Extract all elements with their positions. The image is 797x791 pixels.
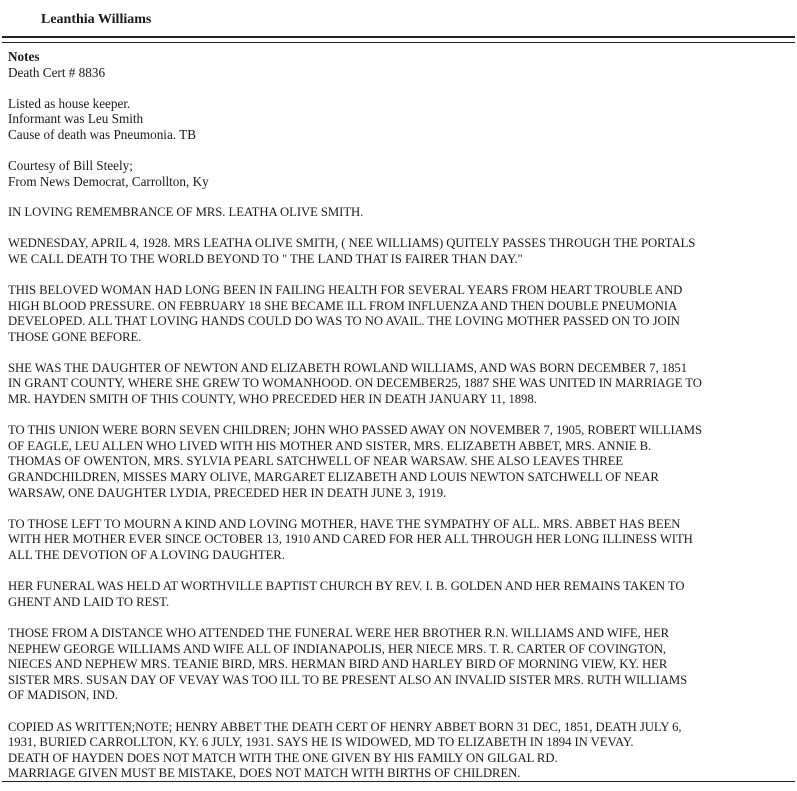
obituary-line: TO THOSE LEFT TO MOURN A KIND AND LOVING MOTHER, HAVE THE SYMPATHY OF ALL. MRS. ABBET HAS BEEN (8, 516, 681, 531)
note-line: Courtesy of Bill Steely; (8, 158, 133, 174)
obituary-line: SISTER MRS. SUSAN DAY OF VEVAY WAS TOO ILL TO BE PRESENT ALSO AN INVALID SISTER MRS. RUTH WILLIAMS (8, 672, 688, 687)
obituary-line: ALL THE DEVOTION OF A LOVING DAUGHTER. (8, 548, 285, 562)
obituary-line: 1931, BURIED CARROLLTON, KY. 6 JULY, 1931. SAYS HE IS WIDOWED, MD TO ELIZABETH IN 1894 IN VEVAY. (8, 735, 634, 750)
obituary-line: MARRIAGE GIVEN MUST BE MISTAKE, DOES NOT MATCH WITH BIRTHS OF CHILDREN. (8, 766, 521, 781)
obituary-line: MR. HAYDEN SMITH OF THIS COUNTY, WHO PRECEDED HER IN DEATH JANUARY 11, 1898. (8, 392, 537, 407)
obituary-line: THOSE GONE BEFORE. (8, 329, 142, 344)
obituary-line: NEPHEW GEORGE WILLIAMS AND WIFE ALL OF INDIANAPOLIS, HER NIECE MRS. T. R. CARTER OF COVINGTON, (8, 641, 667, 656)
obituary-title: IN LOVING REMEMBRANCE OF MRS. LEATHA OLIVE SMITH. (8, 204, 364, 219)
footer-rule (2, 781, 795, 782)
obituary-line: DEVELOPED. ALL THAT LOVING HANDS COULD DO WAS TO NO AVAIL. THE LOVING MOTHER PASSED ON TO JOIN (8, 314, 680, 329)
obituary-line: WEDNESDAY, APRIL 4, 1928. MRS LEATHA OLIVE SMITH, ( NEE WILLIAMS) QUITELY PASSES THROUGH THE PORTALS (8, 236, 696, 251)
obituary-line: OF MADISON, IND. (8, 688, 118, 703)
obituary-line: WE CALL DEATH TO THE WORLD BEYOND TO " THE LAND THAT IS FAIRER THAN DAY." (8, 251, 523, 266)
note-line: From News Democrat, Carrollton, Ky (8, 173, 209, 189)
header-rule-thin (2, 42, 795, 43)
note-line: Listed as house keeper. (8, 95, 131, 111)
obituary-line: WARSAW, ONE DAUGHTER LYDIA, PRECEDED HER IN DEATH JUNE 3, 1919. (8, 485, 447, 500)
note-line: Death Cert # 8836 (8, 64, 106, 80)
document-body (8, 49, 793, 782)
obituary-line: GHENT AND LAID TO REST. (8, 594, 170, 609)
obituary-line: WITH HER MOTHER EVER SINCE OCTOBER 13, 1910 AND CARED FOR HER ALL THROUGH HER LONG ILLINESS WITH (8, 532, 693, 547)
obituary-line: HER FUNERAL WAS HELD AT WORTHVILLE BAPTIST CHURCH BY REV. I. B. GOLDEN AND HER REMAINS TAKEN TO (8, 579, 685, 594)
note-line: Informant was Leu Smith (8, 111, 144, 127)
obituary-line: TO THIS UNION WERE BORN SEVEN CHILDREN; JOHN WHO PASSED AWAY ON NOVEMBER 7, 1905, ROBERT WILLIAMS (8, 423, 703, 438)
obituary-line: HIGH BLOOD PRESSURE. ON FEBRUARY 18 SHE BECAME ILL FROM INFLUENZA AND THEN DOUBLE PNEUMONIA (8, 298, 678, 313)
header-rule-thick (2, 36, 795, 38)
obituary-line: NIECES AND NEPHEW MRS. TEANIE BIRD, MRS. HERMAN BIRD AND HARLEY BIRD OF MORNING VIEW, KY. HER (8, 657, 668, 672)
obituary-line: COPIED AS WRITTEN;NOTE; HENRY ABBET THE DEATH CERT OF HENRY ABBET BORN 31 DEC, 1851, DEATH JULY 6, (8, 719, 682, 734)
obituary-line: THIS BELOVED WOMAN HAD LONG BEEN IN FAILING HEALTH FOR SEVERAL YEARS FROM HEART TROUBLE AND (8, 282, 683, 297)
obituary-line: GRANDCHILDREN, MISSES MARY OLIVE, MARGARET ELIZABETH AND LOUIS NEWTON SATCHWELL OF NEAR (8, 470, 659, 485)
obituary-line: SHE WAS THE DAUGHTER OF NEWTON AND ELIZABETH ROWLAND WILLIAMS, AND WAS BORN DECEMBER 7, 1851 (8, 360, 687, 375)
obituary-line: THOSE FROM A DISTANCE WHO ATTENDED THE FUNERAL WERE HER BROTHER R.N. WILLIAMS AND WIFE, HER (8, 625, 669, 640)
obituary-line: IN GRANT COUNTY, WHERE SHE GREW TO WOMANHOOD. ON DECEMBER25, 1887 SHE WAS UNITED IN MARRIAGE TO (8, 376, 702, 391)
obituary-line: THOMAS OF OWENTON, MRS. SYLVIA PEARL SATCHWELL OF NEAR WARSAW. SHE ALSO LEAVES THREE (8, 454, 624, 469)
page-title: Leanthia Williams (41, 12, 152, 27)
obituary-line: DEATH OF HAYDEN DOES NOT MATCH WITH THE ONE GIVEN BY HIS FAMILY ON GILGAL RD. (8, 750, 558, 765)
note-line: Cause of death was Pneumonia. TB (8, 126, 197, 142)
obituary-line: OF EAGLE, LEU ALLEN WHO LIVED WITH HIS MOTHER AND SISTER, MRS. ELIZABETH ABBET, MRS. ANNIE B. (8, 438, 652, 453)
notes-heading: Notes (8, 49, 40, 64)
